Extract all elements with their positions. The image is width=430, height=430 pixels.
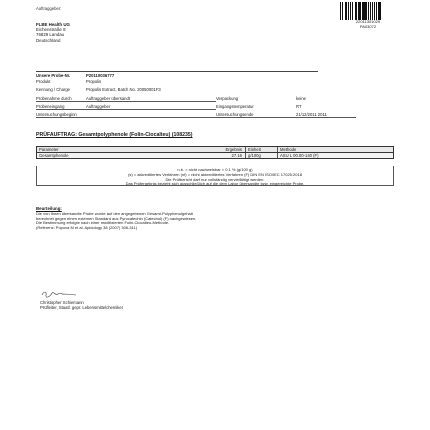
results-table <box>36 146 394 159</box>
info-row <box>36 96 356 102</box>
info-label: Untersuchungsende <box>216 112 296 118</box>
notes <box>36 168 394 187</box>
test-title: PRÜFAUFTRAG: Gesamtpolyphenole (Folin-Ciocalteu) (108235) <box>36 132 193 138</box>
assessment-line: (Referenz: Popova M et al. Apidology 38 (2007) 306-311) <box>36 224 138 230</box>
table-row <box>37 153 393 158</box>
client-address <box>36 22 156 43</box>
info-value <box>86 112 216 118</box>
note-line: n.b. = nicht nachweisbar < 0.1 % (g/100 g) <box>177 167 253 172</box>
divider <box>36 71 318 72</box>
info-label: Eingangstemperatur <box>216 104 254 109</box>
note-line: (s) = akkreditiertes Verfahren (nf) = nicht akkreditiertes Verfahren (F) DIN EN ISO/IEC 17025:2018 <box>128 171 302 177</box>
signer-block <box>40 300 123 310</box>
note-line: Das Prüfergebnis bezieht sich ausschließlich auf die dem Labor übersandte bzw. eingereichte Probe. <box>125 181 305 187</box>
signature-icon <box>40 290 80 298</box>
header-method: Methode <box>277 147 393 152</box>
signer-title: Prüfleiter, Staatl. gepr. Lebensmittelchemiker <box>40 305 124 310</box>
cell-method: ASU L 00.00-140 (F) <box>277 153 393 158</box>
info-row <box>36 112 356 118</box>
info-row <box>36 104 356 110</box>
info-label: Unsere Probe-Nr. <box>36 73 71 78</box>
header-result: Ergebnis <box>225 147 242 152</box>
info-value: Auftraggeber übersandt <box>86 96 216 102</box>
header-unit: Einheit <box>245 147 277 152</box>
barcode-icon <box>340 2 396 20</box>
info-value: RT <box>296 104 302 109</box>
info-value: Auftraggeber <box>86 104 216 110</box>
info-label: Untersuchungsbeginn <box>36 112 86 118</box>
info-label: Probeneingang <box>36 104 86 110</box>
address-line: 76829 Landau <box>36 32 65 38</box>
barcode-block <box>326 2 396 38</box>
info-label: Probenahme durch <box>36 96 86 102</box>
client-label: Auftraggeber: <box>36 6 62 11</box>
assessment-line: Die von Ihnen übersandte Probe wurde auf den angegebenen Gesamt-Polyphenolgehalt <box>36 211 193 216</box>
address-line: Deutschland <box>36 37 61 43</box>
info-row <box>36 87 356 92</box>
barcode-number: 22011301029 <box>355 19 381 24</box>
cell-unit: g/100g <box>245 153 277 158</box>
info-label: Verpackung <box>216 96 239 101</box>
assessment-line: berechnet gegen einen externen Standard aus Pyrocatechin (Catechol) (F) nachgewiesen. <box>36 215 197 221</box>
barcode-number-sub: PA03072 <box>359 23 377 29</box>
info-label: Produkt <box>36 79 51 84</box>
info-value: P20110036777 <box>86 73 115 78</box>
address-line: FLBE Health UG <box>36 22 70 27</box>
info-row <box>36 79 356 84</box>
cell-result: 27.16 <box>231 153 242 158</box>
info-label: Kennung / Charge <box>36 87 70 92</box>
note-line: Die Prüfbericht darf nur vollständig vervielfältigt werden. <box>165 176 265 182</box>
assessment-title: Beurteilung: <box>36 206 62 211</box>
assessment-line: Die Bestimmung erfolgte nach einer modifizierten Folin-Ciocalteu-Methode. <box>36 220 170 226</box>
address-line: Eichenstraße 8 <box>36 27 66 33</box>
info-row <box>36 73 356 78</box>
info-value: Propolis <box>86 79 102 84</box>
header-parameter: Parameter <box>39 147 59 152</box>
info-value: 21/12/2011 2011 <box>296 112 356 118</box>
info-value: Propolis Extract, Batch No. 20050001F3 <box>86 87 161 92</box>
info-value: keine <box>296 96 307 101</box>
cell-parameter: Gesamtphenole <box>39 153 69 158</box>
signer-name: Christopher Schiemann <box>40 300 84 305</box>
assessment <box>36 206 316 230</box>
